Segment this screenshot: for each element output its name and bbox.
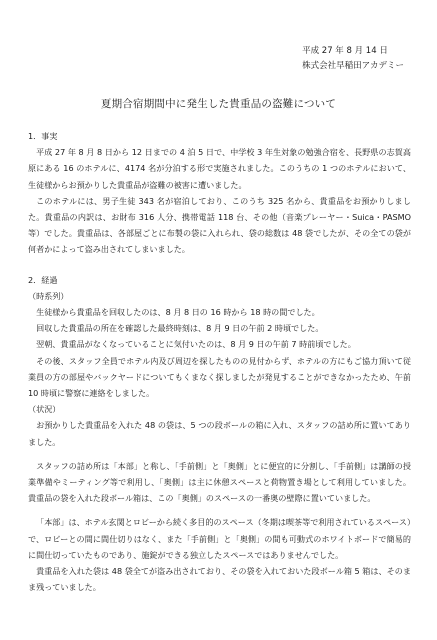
situation-paragraph-2: スタッフの詰め所は「本部」と称し、「手前側」と「奥側」とに便宜的に分割し、「手前側」は講師の授業準備やミーティング等で利用し、「奥側」は主に休憩スペースと荷物置き場として利用していました。貴重品の袋を入れた段ボール箱は、この「奥側」のスペースの一番奥の壁際に置いていました。 (28, 460, 411, 504)
document-title: 夏期合宿期間中に発生した貴重品の盗難について (100, 98, 337, 110)
timeline-paragraph-2: 回収した貴重品の所在を確認した最終時刻は、8 月 9 日の午前 2 時頃でした。 (36, 323, 324, 334)
section-1-paragraph-1: 平成 27 年 8 月 8 日から 12 日までの 4 泊 5 日で、中学校 3 年生対象の勉強合宿を、長野県の志賀高原にある 16 のホテルに、4174 名が分泊する形で実施されました。このうちの 1 つのホテルにおいて、生徒様からお預かりした貴重品が盗難の被害に遭いました。 (28, 147, 411, 190)
situation-paragraph-3: 「本部」は、ホテル玄関とロビーから続く多目的のスペース（冬期は喫茶等で利用されているスペース）で、ロビーとの間に間仕切りはなく、また「手前側」と「奥側」の間も可動式のホワイトボードで簡易的に間仕切っていたものであり、施錠ができる独立したスペースではありませんでした。 (28, 517, 411, 560)
situation-subheading: （状況） (28, 404, 61, 415)
section-1-heading: 1．事実 (28, 131, 58, 141)
document-body (28, 128, 411, 595)
timeline-paragraph-1: 生徒様から貴重品を回収したのは、8 月 8 日の 16 時から 18 時の間でした。 (36, 307, 320, 318)
situation-paragraph-1: お預かりした貴重品を入れた 48 の袋は、5 つの段ボールの箱に入れ、スタッフの詰め所に置いてありました。 (28, 420, 411, 447)
section-2-heading: 2．経過 (28, 274, 58, 285)
timeline-paragraph-4: その後、スタッフ全員でホテル内及び周辺を探したものの見付からず、ホテルの方にもご協力頂いて従業員の方の部屋やバックヤードについてもくまなく探しましたが発見することができなかったため、午前 10 時頃に警察に連絡をしました。 (28, 355, 411, 399)
document-date: 平成 27 年 8 月 14 日 (302, 46, 388, 56)
section-1-paragraph-2: このホテルには、男子生徒 343 名が宿泊しており、このうち 325 名から、貴重品をお預かりしました。貴重品の内訳は、お財布 316 人分、携帯電話 118 台、その他（音楽プレーヤー・Suica・PASMO 等）でした。貴重品は、各部屋ごとに布製の袋に入れられ、袋の総数は 48 袋でしたが、その全ての袋が何者かによって盗み出されてしまいました。 (28, 195, 411, 255)
situation-paragraph-4: 貴重品を入れた袋は 48 袋全てが盗み出されており、その袋を入れておいた段ボール箱 5 箱は、そのまま残っていました。 (28, 566, 411, 593)
timeline-paragraph-3: 翌朝、貴重品がなくなっていることに気付いたのは、8 月 9 日の午前 7 時前頃でした。 (36, 339, 356, 350)
header-block (302, 44, 404, 74)
timeline-subheading: （時系列） (28, 290, 69, 301)
company-name: 株式会社早稲田アカデミー (302, 61, 404, 71)
